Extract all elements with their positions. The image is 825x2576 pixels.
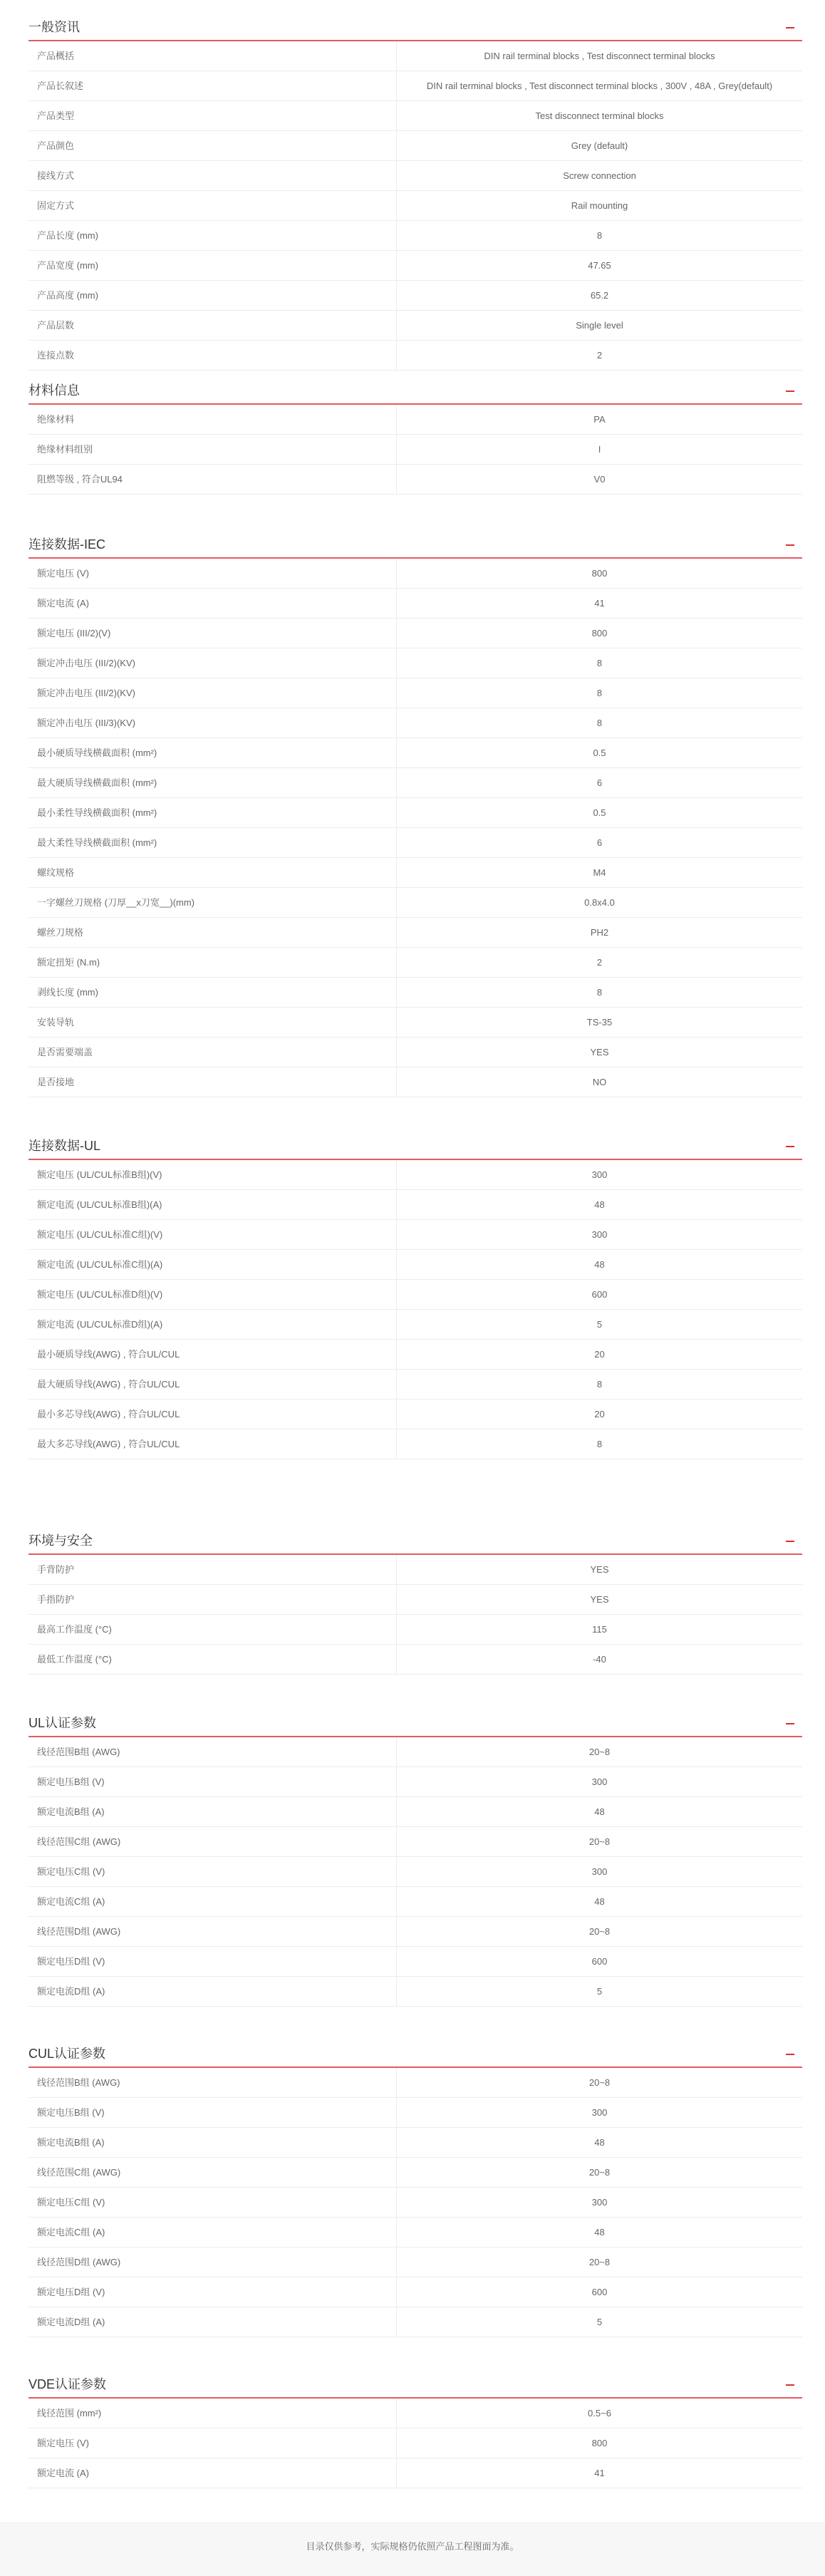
- spec-row: [28, 828, 802, 858]
- spec-row: [28, 708, 802, 738]
- spec-row: [28, 341, 802, 371]
- spec-row: [28, 2428, 802, 2458]
- spec-row: [28, 1310, 802, 1340]
- spec-value: 47.65: [588, 259, 611, 271]
- spec-label: 产品概括: [37, 51, 75, 61]
- spec-value: 300: [591, 1228, 608, 1240]
- spec-label: 接线方式: [37, 170, 75, 181]
- spec-row: [28, 589, 802, 619]
- spec-label: 线径范围B组 (AWG): [37, 2077, 120, 2088]
- spec-label: 是否需要端盖: [37, 1047, 93, 1057]
- spec-row: [28, 435, 802, 465]
- spec-value: 20~8: [588, 2256, 611, 2267]
- spec-value: I: [598, 443, 601, 455]
- spec-value: 300: [591, 1776, 608, 1787]
- spec-label: 额定电流 (A): [37, 598, 89, 609]
- spec-row: [28, 251, 802, 281]
- spec-row: [28, 311, 802, 341]
- spec-label: 产品颜色: [37, 140, 75, 151]
- section-title: 连接数据-IEC: [28, 537, 105, 552]
- spec-row: [28, 1737, 802, 1767]
- spec-label: 额定电流C组 (A): [37, 2227, 105, 2238]
- spec-label: 额定电流B组 (A): [37, 2137, 105, 2148]
- spec-label: 最大硬质导线横截面积 (mm²): [37, 777, 157, 788]
- spec-label: 最小柔性导线横截面积 (mm²): [37, 807, 157, 818]
- spec-label: 额定扭矩 (N.m): [37, 957, 100, 968]
- spec-label: 螺丝刀规格: [37, 927, 84, 938]
- section-header: [28, 1130, 802, 1160]
- spec-value: TS-35: [586, 1016, 613, 1028]
- spec-row: [28, 1797, 802, 1827]
- spec-row: [28, 888, 802, 918]
- spec-row: [28, 2458, 802, 2488]
- spec-value: M4: [593, 867, 606, 878]
- spec-label: 额定电压 (V): [37, 2438, 89, 2448]
- spec-label: 额定电压D组 (V): [37, 2287, 105, 2297]
- spec-row: [28, 2399, 802, 2428]
- collapse-minus-icon[interactable]: [782, 2374, 798, 2390]
- spec-value: 0.5~6: [588, 2407, 611, 2419]
- spec-value: 20: [594, 1408, 605, 1419]
- section-title: VDE认证参数: [28, 2377, 107, 2391]
- spec-label: 额定电压 (V): [37, 568, 89, 579]
- spec-label: 最小硬质导线横截面积 (mm²): [37, 748, 157, 758]
- spec-value: 8: [596, 1378, 603, 1390]
- spec-value: 6: [596, 837, 603, 848]
- spec-value: 8: [596, 1438, 603, 1449]
- spec-row: [28, 1400, 802, 1429]
- spec-value: 5: [596, 1985, 603, 1997]
- spec-label: 最大柔性导线横截面积 (mm²): [37, 837, 157, 848]
- spec-row: [28, 1008, 802, 1038]
- spec-label: 绝缘材料组别: [37, 444, 93, 455]
- spec-label: 额定电流B组 (A): [37, 1806, 105, 1817]
- spec-value: 0.5: [593, 747, 606, 758]
- spec-row: [28, 1220, 802, 1250]
- spec-value: Single level: [576, 319, 623, 331]
- collapse-minus-icon[interactable]: [782, 1531, 798, 1546]
- spec-value: 600: [591, 1955, 608, 1967]
- spec-value: 20~8: [588, 2076, 611, 2088]
- spec-label: 手背防护: [37, 1564, 75, 1575]
- spec-value: DIN rail terminal blocks , Test disconnect terminal blocks: [484, 50, 715, 61]
- footer-note: 目录仅供参考，实际规格仍依照产品工程图面为准。: [306, 2541, 519, 2552]
- spec-label: 安装导轨: [37, 1017, 75, 1028]
- spec-label: 线径范围C组 (AWG): [37, 2167, 121, 2178]
- spec-row: [28, 2068, 802, 2098]
- spec-label: 额定电流D组 (A): [37, 2317, 105, 2327]
- spec-label: 额定电压B组 (V): [37, 2107, 105, 2118]
- spec-row: [28, 678, 802, 708]
- spec-label: 线径范围D组 (AWG): [37, 1926, 121, 1937]
- spec-value: 48: [594, 2136, 605, 2148]
- spec-row: [28, 191, 802, 221]
- section-title: 连接数据-UL: [28, 1139, 101, 1153]
- section-title: 材料信息: [28, 383, 80, 398]
- spec-row: [28, 768, 802, 798]
- collapse-minus-icon[interactable]: [782, 534, 798, 550]
- spec-label: 额定电流 (UL/CUL标准D组)(A): [37, 1319, 163, 1330]
- spec-value: 2: [596, 349, 603, 361]
- spec-label: 最大多芯导线(AWG) , 符合UL/CUL: [37, 1439, 180, 1449]
- spec-row: [28, 648, 802, 678]
- spec-value: 300: [591, 1866, 608, 1877]
- spec-value: DIN rail terminal blocks , Test disconnect terminal blocks , 300V , 48A , Grey(default): [426, 80, 773, 91]
- spec-value: V0: [593, 473, 606, 485]
- spec-value: Test disconnect terminal blocks: [535, 110, 664, 121]
- spec-row: [28, 1429, 802, 1459]
- spec-row: [28, 798, 802, 828]
- spec-value: NO: [592, 1076, 607, 1087]
- spec-row: [28, 131, 802, 161]
- spec-value: 115: [592, 1623, 607, 1635]
- spec-label: 额定电流 (UL/CUL标准B组)(A): [37, 1199, 162, 1210]
- spec-row: [28, 1370, 802, 1400]
- spec-value: 800: [591, 2437, 608, 2448]
- spec-label: 最高工作温度 (°C): [37, 1624, 112, 1635]
- section-title: 一般资讯: [28, 20, 80, 34]
- section-header: [28, 2369, 802, 2399]
- spec-label: 产品层数: [37, 320, 75, 331]
- spec-value: 5: [596, 2316, 603, 2327]
- spec-label: 额定冲击电压 (III/2)(KV): [37, 658, 135, 668]
- spec-value: 20~8: [588, 1925, 611, 1937]
- spec-row: [28, 2307, 802, 2337]
- spec-row: [28, 1615, 802, 1645]
- spec-label: 额定电压C组 (V): [37, 1866, 105, 1877]
- spec-row: [28, 1947, 802, 1977]
- spec-value: 0.8x4.0: [584, 896, 615, 908]
- spec-row: [28, 1160, 802, 1190]
- spec-label: 产品高度 (mm): [37, 290, 98, 301]
- spec-value: 300: [591, 1169, 608, 1180]
- spec-row: [28, 1280, 802, 1310]
- spec-label: 额定电流D组 (A): [37, 1986, 105, 1997]
- spec-row: [28, 1067, 802, 1097]
- spec-value: YES: [590, 1046, 609, 1057]
- spec-row: [28, 41, 802, 71]
- spec-row: [28, 738, 802, 768]
- spec-row: [28, 2188, 802, 2218]
- spec-label: 额定电压C组 (V): [37, 2197, 105, 2208]
- spec-row: [28, 221, 802, 251]
- spec-label: 最低工作温度 (°C): [37, 1654, 112, 1665]
- spec-row: [28, 101, 802, 131]
- spec-label: 产品类型: [37, 110, 75, 121]
- spec-value: 0.5: [593, 807, 606, 818]
- spec-value: 8: [596, 687, 603, 698]
- spec-value: 800: [591, 567, 608, 579]
- collapse-minus-icon[interactable]: [782, 2044, 798, 2059]
- spec-label: 手指防护: [37, 1594, 75, 1605]
- spec-row: [28, 71, 802, 101]
- spec-row: [28, 1645, 802, 1675]
- spec-label: 剥线长度 (mm): [37, 987, 98, 998]
- spec-label: 最大硬质导线(AWG) , 符合UL/CUL: [37, 1379, 180, 1390]
- spec-row: [28, 1038, 802, 1067]
- spec-row: [28, 559, 802, 589]
- spec-row: [28, 978, 802, 1008]
- spec-row: [28, 918, 802, 948]
- spec-row: [28, 1555, 802, 1585]
- spec-row: [28, 1857, 802, 1887]
- spec-value: 20: [594, 1348, 605, 1360]
- spec-label: 产品长度 (mm): [37, 230, 98, 241]
- spec-value: 6: [596, 777, 603, 788]
- spec-value: PH2: [590, 926, 609, 938]
- spec-value: 300: [591, 2106, 608, 2118]
- section-header: [28, 375, 802, 405]
- spec-value: Screw connection: [563, 170, 636, 181]
- spec-label: 阻燃等级 , 符合UL94: [37, 474, 123, 485]
- spec-value: 41: [594, 597, 605, 609]
- spec-label: 绝缘材料: [37, 414, 75, 425]
- section-header: [28, 1525, 802, 1555]
- spec-row: [28, 1827, 802, 1857]
- spec-value: 600: [591, 1288, 608, 1300]
- spec-value: Rail mounting: [571, 200, 628, 211]
- spec-label: 最小多芯导线(AWG) , 符合UL/CUL: [37, 1409, 180, 1419]
- collapse-minus-icon[interactable]: [782, 381, 798, 396]
- spec-label: 螺纹规格: [37, 867, 75, 878]
- spec-label: 额定电压D组 (V): [37, 1956, 105, 1967]
- spec-label: 额定电压 (UL/CUL标准C组)(V): [37, 1229, 163, 1240]
- spec-label: 额定冲击电压 (III/3)(KV): [37, 718, 135, 728]
- spec-label: 额定电压 (UL/CUL标准B组)(V): [37, 1169, 162, 1180]
- spec-row: [28, 2277, 802, 2307]
- spec-label: 额定电压 (UL/CUL标准D组)(V): [37, 1289, 163, 1300]
- spec-row: [28, 281, 802, 311]
- spec-label: 固定方式: [37, 200, 75, 211]
- spec-value: PA: [593, 413, 606, 425]
- spec-label: 产品长叙述: [37, 81, 84, 91]
- spec-value: 8: [596, 657, 603, 668]
- spec-value: 41: [594, 2467, 605, 2478]
- spec-row: [28, 1767, 802, 1797]
- spec-row: [28, 619, 802, 648]
- spec-label: 额定电流 (A): [37, 2468, 89, 2478]
- spec-row: [28, 1887, 802, 1917]
- spec-value: 48: [594, 1199, 605, 1210]
- spec-row: [28, 405, 802, 435]
- spec-value: 8: [596, 986, 603, 998]
- spec-label: 线径范围C组 (AWG): [37, 1836, 121, 1847]
- spec-row: [28, 1977, 802, 2007]
- spec-label: 额定电压B组 (V): [37, 1776, 105, 1787]
- section-title: CUL认证参数: [28, 2047, 106, 2061]
- spec-row: [28, 1917, 802, 1947]
- spec-label: 额定冲击电压 (III/2)(KV): [37, 688, 135, 698]
- section-header: [28, 1707, 802, 1737]
- section-header: [28, 529, 802, 559]
- spec-row: [28, 2218, 802, 2247]
- section-header: [28, 2038, 802, 2068]
- spec-row: [28, 2128, 802, 2158]
- spec-label: 一字螺丝刀规格 (刀厚__x刀宽__)(mm): [37, 897, 195, 908]
- section-title: 环境与安全: [28, 1533, 93, 1548]
- spec-value: 5: [596, 1318, 603, 1330]
- spec-value: Grey (default): [571, 140, 628, 151]
- spec-value: 600: [591, 2286, 608, 2297]
- spec-value: YES: [590, 1563, 609, 1575]
- section-title: UL认证参数: [28, 1716, 97, 1730]
- collapse-minus-icon[interactable]: [782, 17, 798, 33]
- spec-value: 2: [596, 956, 603, 968]
- spec-row: [28, 1340, 802, 1370]
- collapse-minus-icon[interactable]: [782, 1713, 798, 1729]
- section-header: [28, 11, 802, 41]
- spec-value: 20~8: [588, 1836, 611, 1847]
- spec-value: 8: [596, 717, 603, 728]
- spec-label: 额定电压 (III/2)(V): [37, 628, 111, 638]
- spec-label: 额定电流C组 (A): [37, 1896, 105, 1907]
- spec-label: 产品宽度 (mm): [37, 260, 98, 271]
- spec-row: [28, 2098, 802, 2128]
- spec-value: 20~8: [588, 1746, 611, 1757]
- spec-label: 线径范围 (mm²): [37, 2408, 102, 2419]
- spec-row: [28, 948, 802, 978]
- spec-row: [28, 1585, 802, 1615]
- spec-value: 65.2: [590, 289, 609, 301]
- spec-label: 最小硬质导线(AWG) , 符合UL/CUL: [37, 1349, 180, 1360]
- spec-value: -40: [593, 1653, 606, 1665]
- spec-label: 是否接地: [37, 1077, 75, 1087]
- spec-label: 额定电流 (UL/CUL标准C组)(A): [37, 1259, 163, 1270]
- spec-row: [28, 161, 802, 191]
- spec-value: 20~8: [588, 2166, 611, 2178]
- footer: [0, 2523, 825, 2576]
- spec-row: [28, 858, 802, 888]
- spec-label: 线径范围B组 (AWG): [37, 1747, 120, 1757]
- spec-value: 48: [594, 1806, 605, 1817]
- spec-row: [28, 2247, 802, 2277]
- spec-value: 8: [596, 229, 603, 241]
- spec-row: [28, 1190, 802, 1220]
- spec-row: [28, 1250, 802, 1280]
- spec-value: 48: [594, 2226, 605, 2238]
- collapse-minus-icon[interactable]: [782, 1136, 798, 1152]
- spec-value: 300: [591, 2196, 608, 2208]
- spec-value: 800: [591, 627, 608, 638]
- spec-value: 48: [594, 1895, 605, 1907]
- spec-row: [28, 465, 802, 495]
- spec-label: 连接点数: [37, 350, 75, 361]
- spec-value: YES: [590, 1593, 609, 1605]
- spec-row: [28, 2158, 802, 2188]
- spec-label: 线径范围D组 (AWG): [37, 2257, 121, 2267]
- spec-value: 48: [594, 1258, 605, 1270]
